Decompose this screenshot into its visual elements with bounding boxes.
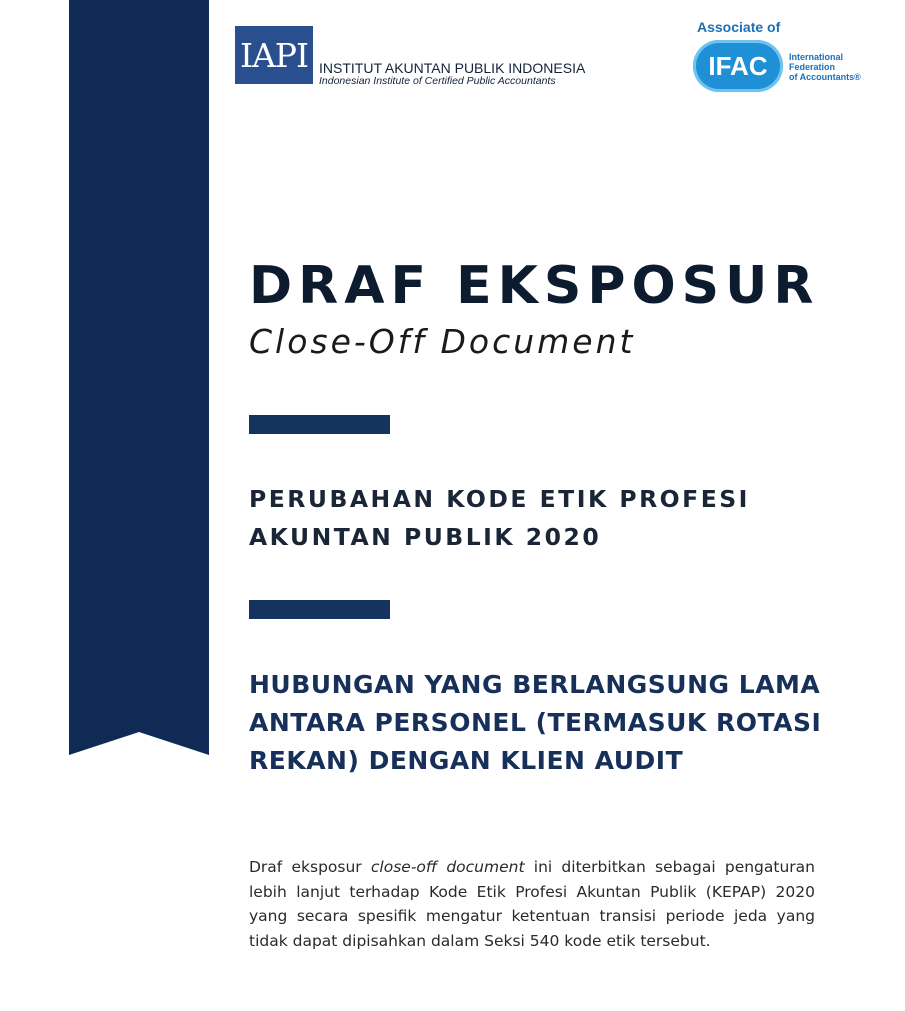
ifac-name-line: International [789,52,844,62]
document-subtitle: Close-Off Document [249,322,636,361]
paragraph-text-start: Draf eksposur [249,858,371,876]
topic-heading [249,666,821,780]
topic-heading-line: ANTARA PERSONEL (TERMASUK ROTASI [249,708,822,737]
iapi-logo: IAPI [235,26,313,84]
ifac-logo-text: IFAC [708,50,768,81]
paragraph-emphasis: close-off document [370,858,525,876]
section-heading-line: PERUBAHAN KODE ETIK PROFESI [249,485,750,513]
paragraph-text-end: ini diterbitkan sebagai pengaturan lebih lanjut terhadap Kode Etik Profesi Akuntan Publik (KEPAP) 2020 yang secara spesifik mengatur ketentuan transisi periode jeda yang tidak dapat dipisahkan dalam Seksi 540 kode etik tersebut. [249,858,815,950]
divider-bar [249,415,390,434]
topic-heading-line: REKAN) DENGAN KLIEN AUDIT [249,746,684,775]
iapi-name: INSTITUT AKUNTAN PUBLIK INDONESIA [319,60,586,76]
ifac-logo [693,40,783,92]
description-paragraph [249,855,815,953]
document-title: DRAF EKSPOSUR [249,256,820,316]
iapi-english-name: Indonesian Institute of Certified Public Accountants [319,75,556,87]
topic-heading-line: HUBUNGAN YANG BERLANGSUNG LAMA [249,670,821,699]
ifac-name-line: Federation [789,62,836,72]
ribbon-banner [69,0,209,755]
ifac-name-line: of Accountants® [789,72,861,82]
section-heading-line: AKUNTAN PUBLIK 2020 [249,523,602,551]
divider-bar [249,600,390,619]
section-heading [249,480,750,556]
ifac-associate-label: Associate of [697,19,781,35]
ifac-full-name [789,52,869,82]
